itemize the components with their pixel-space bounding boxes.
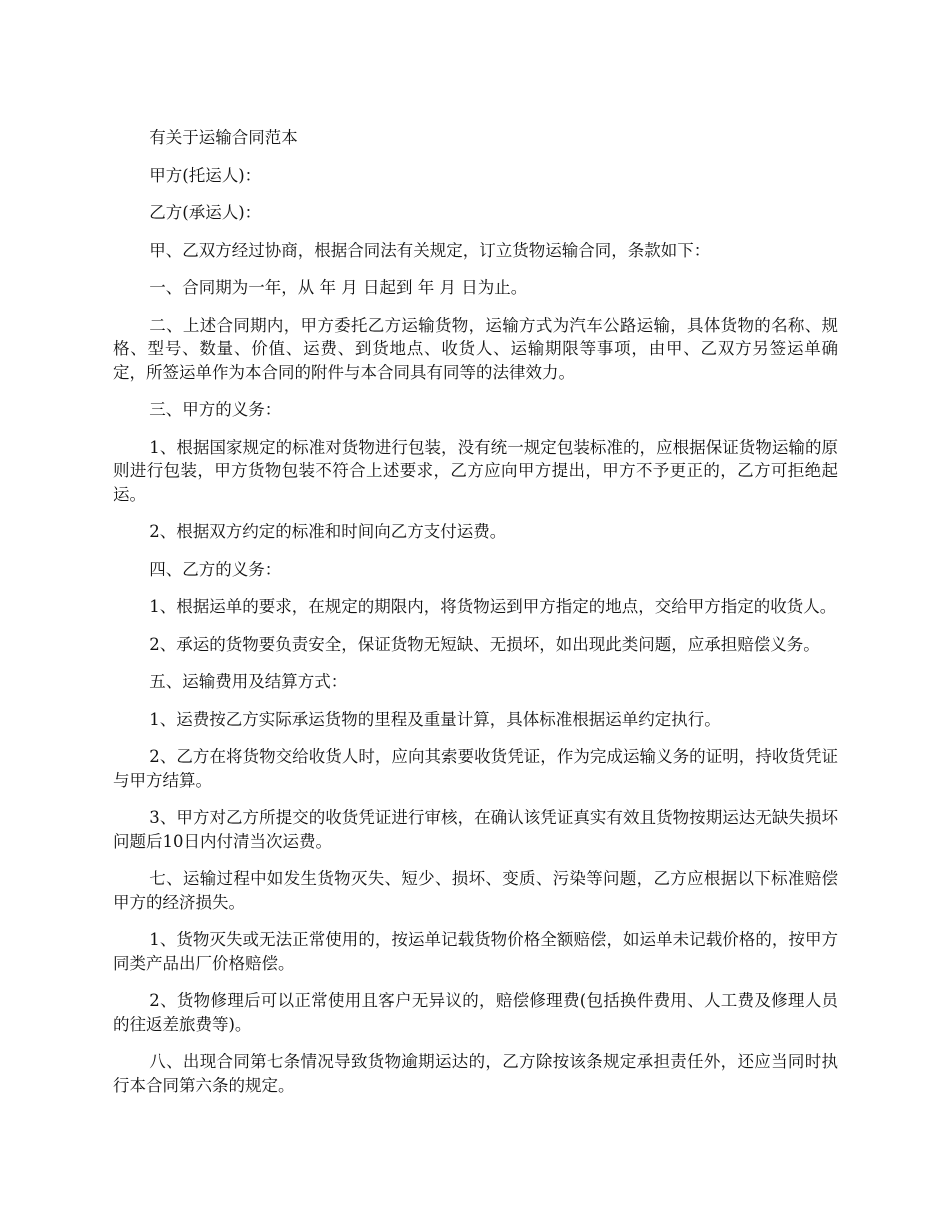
party-b-line: 乙方(承运人)：: [149, 203, 262, 222]
clause-1-term: 一、合同期为一年，从 年 月 日起到 年 月 日为止。: [149, 278, 528, 297]
clause-4-heading: 四、乙方的义务：: [149, 559, 282, 579]
clause-5-item-2: 2、乙方在将货物交给收货人时，应向其索要收货凭证，作为完成运输义务的证明，持收货凭证与甲方结算。: [113, 747, 838, 790]
document-title: 有关于运输合同范本: [149, 128, 298, 147]
preamble-paragraph: 甲、乙双方经过协商，根据合同法有关规定，订立货物运输合同，条款如下：: [149, 240, 711, 260]
clause-4-item-1: 1、根据运单的要求，在规定的期限内，将货物运到甲方指定的地点，交给甲方指定的收货人。: [149, 597, 837, 616]
party-a-line: 甲方(托运人)：: [149, 165, 262, 185]
document-page: [113, 126, 838, 1111]
clause-3-item-2: 2、根据双方约定的标准和时间向乙方支付运费。: [149, 522, 507, 541]
clause-5-item-1: 1、运费按乙方实际承运货物的里程及重量计算，具体标准根据运单约定执行。: [149, 709, 721, 729]
clause-4-item-2: 2、承运的货物要负责安全，保证货物无短缺、无损坏，如出现此类问题，应承担赔偿义务。: [149, 634, 820, 654]
clause-5-item-3: 3、甲方对乙方所提交的收货凭证进行审核，在确认该凭证真实有效且货物按期运达无缺失损坏问题后10日内付清当次运费。: [113, 808, 838, 851]
clause-8-paragraph: 八、出现合同第七条情况导致货物逾期运达的，乙方除按该条规定承担责任外，还应当同时执行本合同第六条的规定。: [113, 1052, 838, 1095]
clause-7-item-1: 1、货物灭失或无法正常使用的，按运单记载货物价格全额赔偿，如运单未记载价格的，按甲方同类产品出厂价格赔偿。: [113, 930, 838, 973]
clause-3-item-1: 1、根据国家规定的标准对货物进行包装，没有统一规定包装标准的，应根据保证货物运输的原则进行包装，甲方货物包装不符合上述要求，乙方应向甲方提出，甲方不予更正的，乙方可拒绝起运。: [113, 437, 838, 504]
clause-3-heading: 三、甲方的义务：: [149, 400, 282, 419]
clause-7-item-2: 2、货物修理后可以正常使用且客户无异议的，赔偿修理费(包括换件费用、人工费及修理人员的往返差旅费等)。: [113, 991, 838, 1034]
clause-5-heading: 五、运输费用及结算方式：: [149, 672, 348, 691]
clause-7-paragraph: 七、运输过程中如发生货物灭失、短少、损坏、变质、污染等问题，乙方应根据以下标准赔偿甲方的经济损失。: [113, 869, 838, 912]
clause-2-scope: 二、上述合同期内，甲方委托乙方运输货物，运输方式为汽车公路运输，具体货物的名称、规格、型号、数量、价值、运费、到货地点、收货人、运输期限等事项，由甲、乙双方另签运单确定，所签运单作为本合同的附件与本合同具有同等的法律效力。: [113, 315, 838, 382]
